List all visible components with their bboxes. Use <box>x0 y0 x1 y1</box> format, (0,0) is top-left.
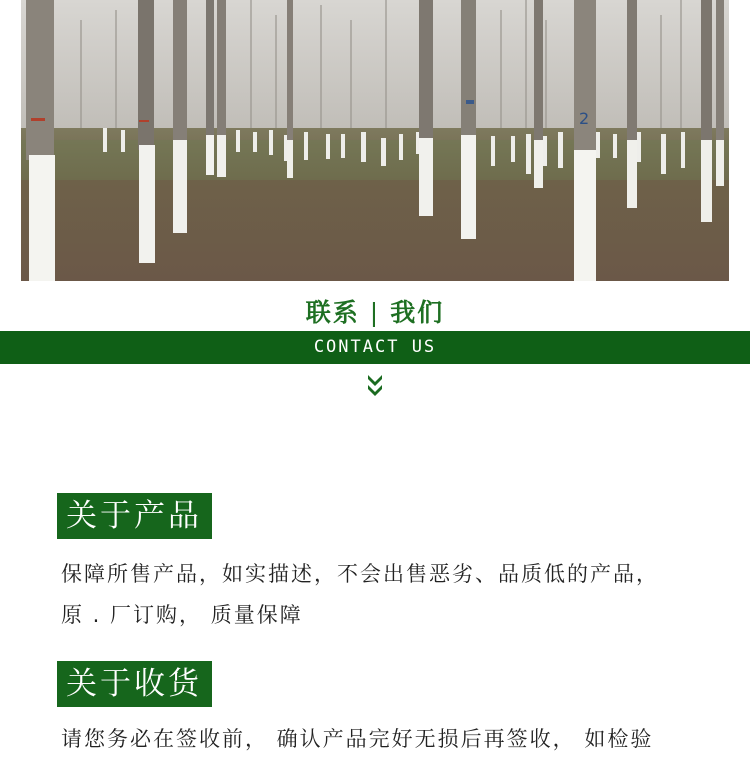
section-line: 保障所售产品，如实描述，不会出售恶劣、品质低的产品， <box>61 562 659 586</box>
section-heading-product <box>57 493 212 539</box>
section-body-receipt <box>61 719 721 760</box>
contact-title-left: 联系 <box>305 298 360 327</box>
section-heading-receipt <box>57 661 212 707</box>
photo-illustration <box>21 0 729 281</box>
birch-grove-photo <box>21 0 729 281</box>
double-chevron-down-icon <box>366 373 384 399</box>
section-body-product <box>61 554 721 636</box>
section-heading-label: 关于收货 <box>66 666 202 702</box>
title-separator: | <box>369 298 381 327</box>
contact-us-label: CONTACT US <box>313 337 437 357</box>
section-line: 请您务必在签收前， 确认产品完好无损后再签收， 如检验 <box>61 727 654 751</box>
tree-marking-number: 2 <box>579 109 590 128</box>
section-line: 原 . 厂订购， 质量保障 <box>61 603 303 627</box>
section-heading-label: 关于产品 <box>66 498 202 534</box>
contact-title <box>0 293 750 329</box>
contact-us-banner <box>0 331 750 364</box>
contact-title-right: 我们 <box>390 298 445 327</box>
